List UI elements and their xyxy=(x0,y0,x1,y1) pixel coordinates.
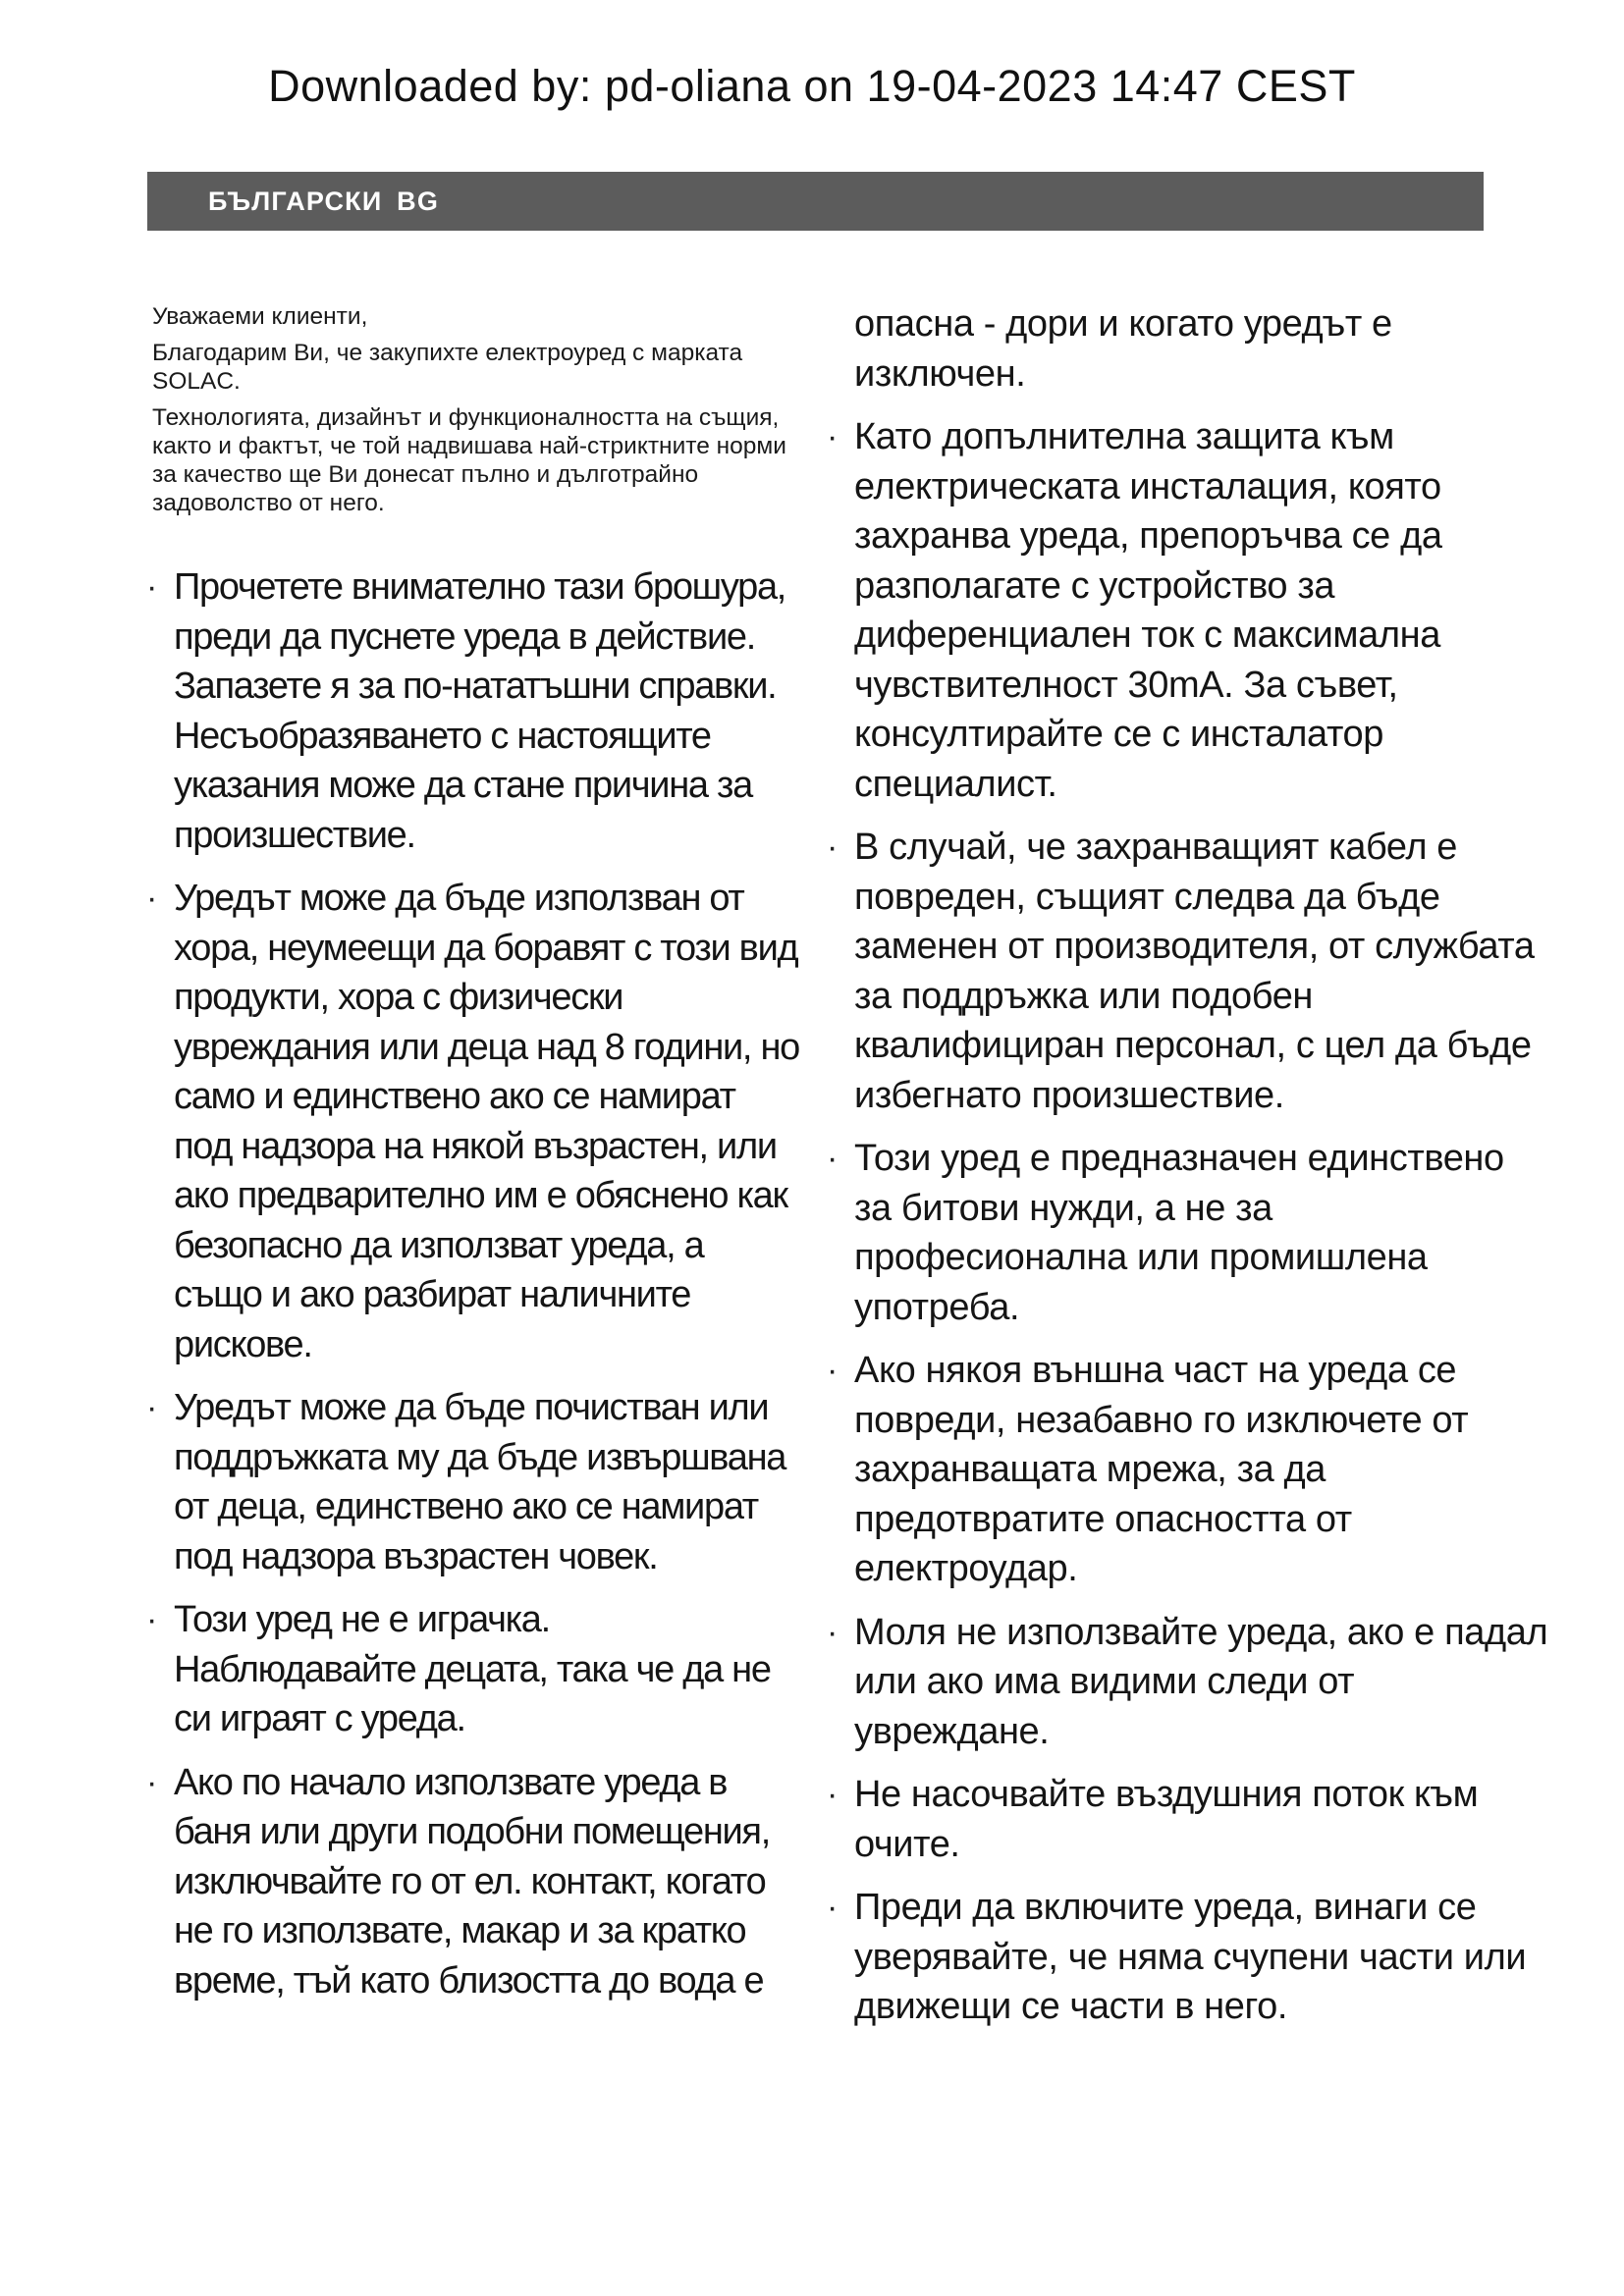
warning-item: · Уредът може да бъде почистван или поддръжката му да бъде извършвана от деца, единствено ако се намират под надзора възрастен човек. xyxy=(152,1383,800,1581)
warning-continuation: опасна - дори и когато уредът е изключен. xyxy=(854,303,1392,395)
intro-description: Технологията, дизайнът и функционалността на същия, както и фактът, че той надвишава най-стриктните норми за качество ще Ви донесат пълно и дълготрайно задоволство от него. xyxy=(152,404,786,516)
safety-warnings-right xyxy=(833,299,1549,2032)
warning-item: · В случай, че захранващият кабел е повреден, същият следва да бъде заменен от производителя, от службата за поддръжка или подобен квалифициран персонал, с цел да бъде избегнато произшествие. xyxy=(833,823,1549,1120)
warning-item: · Не насочвайте въздушния поток към очите. xyxy=(833,1770,1549,1869)
warning-item: · Моля не използвайте уреда, ако е падал или ако има видими следи от увреждане. xyxy=(833,1608,1549,1757)
right-column xyxy=(833,299,1549,2046)
warning-item: · Ако по начало използвате уреда в баня или други подобни помещения, изключвайте го от ел. контакт, когато не го използвате, макар и за кратко време, тъй като близостта до вода е xyxy=(152,1758,800,2006)
warning-item: · Този уред не е играчка. Наблюдавайте децата, така че да не си играят с уреда. xyxy=(152,1595,800,1744)
safety-warnings-left xyxy=(152,562,800,2005)
intro-text xyxy=(152,302,800,517)
download-notice: Downloaded by: pd-oliana on 19-04-2023 14:47 CEST xyxy=(268,61,1356,111)
warning-item: · Като допълнителна защита към електрическата инсталация, която захранва уреда, препоръчва се да разполагате с устройство за диференциален ток с максимална чувствителност 30mA. За съвет, консултирайте се с инсталатор специалист. xyxy=(833,412,1549,809)
left-column xyxy=(152,302,800,2019)
intro-greeting: Уважаеми клиенти, xyxy=(152,303,368,330)
warning-item: · Този уред е предназначен единствено за битови нужди, а не за професионална или промишлена употреба. xyxy=(833,1134,1549,1332)
warning-item: · Прочетете внимателно тази брошура, преди да пуснете уреда в действие. Запазете я за по-нататъшни справки. Несъобразяването с настоящите указания може да стане причина за произшествие. xyxy=(152,562,800,860)
warning-item: · Уредът може да бъде използван от хора, неумеещи да боравят с този вид продукти, хора с физически увреждания или деца над 8 години, но само и единствено ако се намират под надзора на някой възрастен, или ако предварително им е обяснено как безопасно да използват уреда, а също и ако разбират наличните рискове. xyxy=(152,874,800,1369)
language-banner xyxy=(147,172,1484,231)
warning-item: · Ако някоя външна част на уреда се повреди, незабавно го изключете от захранващата мрежа, за да предотвратите опасността от електроудар. xyxy=(833,1346,1549,1594)
intro-thanks: Благодарим Ви, че закупихте електроуред с марката SOLAC. xyxy=(152,340,743,395)
language-label: БЪЛГАРСКИ BG xyxy=(208,186,440,216)
warning-item: · Преди да включите уреда, винаги се уверявайте, че няма счупени части или движещи се части в него. xyxy=(833,1883,1549,2032)
